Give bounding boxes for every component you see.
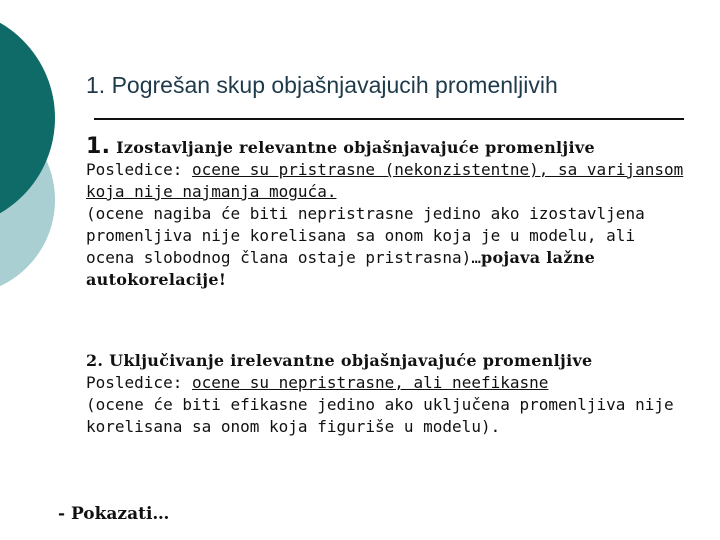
item-1-consequences-label: Posledice:: [86, 160, 183, 179]
item-2-consequences-text: ocene su nepristrasne, ali neefikasne: [191, 373, 549, 392]
item-1-heading: [86, 136, 686, 159]
item-1-note: [86, 203, 686, 291]
footer-text: - Pokazati…: [58, 504, 170, 524]
item-1: [86, 136, 686, 291]
item-1-consequences-text: ocene su pristrasne (nekonzistentne), sa varijansom koja nije najmanja moguća.: [86, 160, 684, 201]
title-underline: [94, 118, 684, 120]
item-1-number: 1.: [86, 134, 111, 159]
decorative-circles: [0, 0, 80, 300]
item-1-note-text: (ocene nagiba će biti nepristrasne jedino ako izostavljena promenljiva nije korelisana sa onom koja je u modelu, ali ocena slobodnog člana ostaje pristrasna)…: [86, 204, 645, 267]
item-2-heading: 2. Uključivanje irelevantne objašnjavajuće promenljive: [86, 351, 593, 370]
item-2-note: (ocene će biti efikasne jedino ako uključena promenljiva nije korelisana sa onom koja figuriše u modelu).: [86, 395, 674, 436]
item-1-heading-text: Izostavljanje relevantne objašnjavajuće promenljive: [116, 138, 595, 157]
slide-title: 1. Pogrešan skup objašnjavajucih promenljivih: [86, 72, 558, 98]
circles-graphic: [0, 0, 80, 300]
item-1-consequences: [86, 159, 686, 203]
item-2: [86, 350, 686, 438]
item-2-consequences-label: Posledice:: [86, 373, 183, 392]
item-1-note-bold: pojava lažne autokorelacije!: [86, 248, 596, 289]
item-2-consequences: [86, 372, 686, 394]
